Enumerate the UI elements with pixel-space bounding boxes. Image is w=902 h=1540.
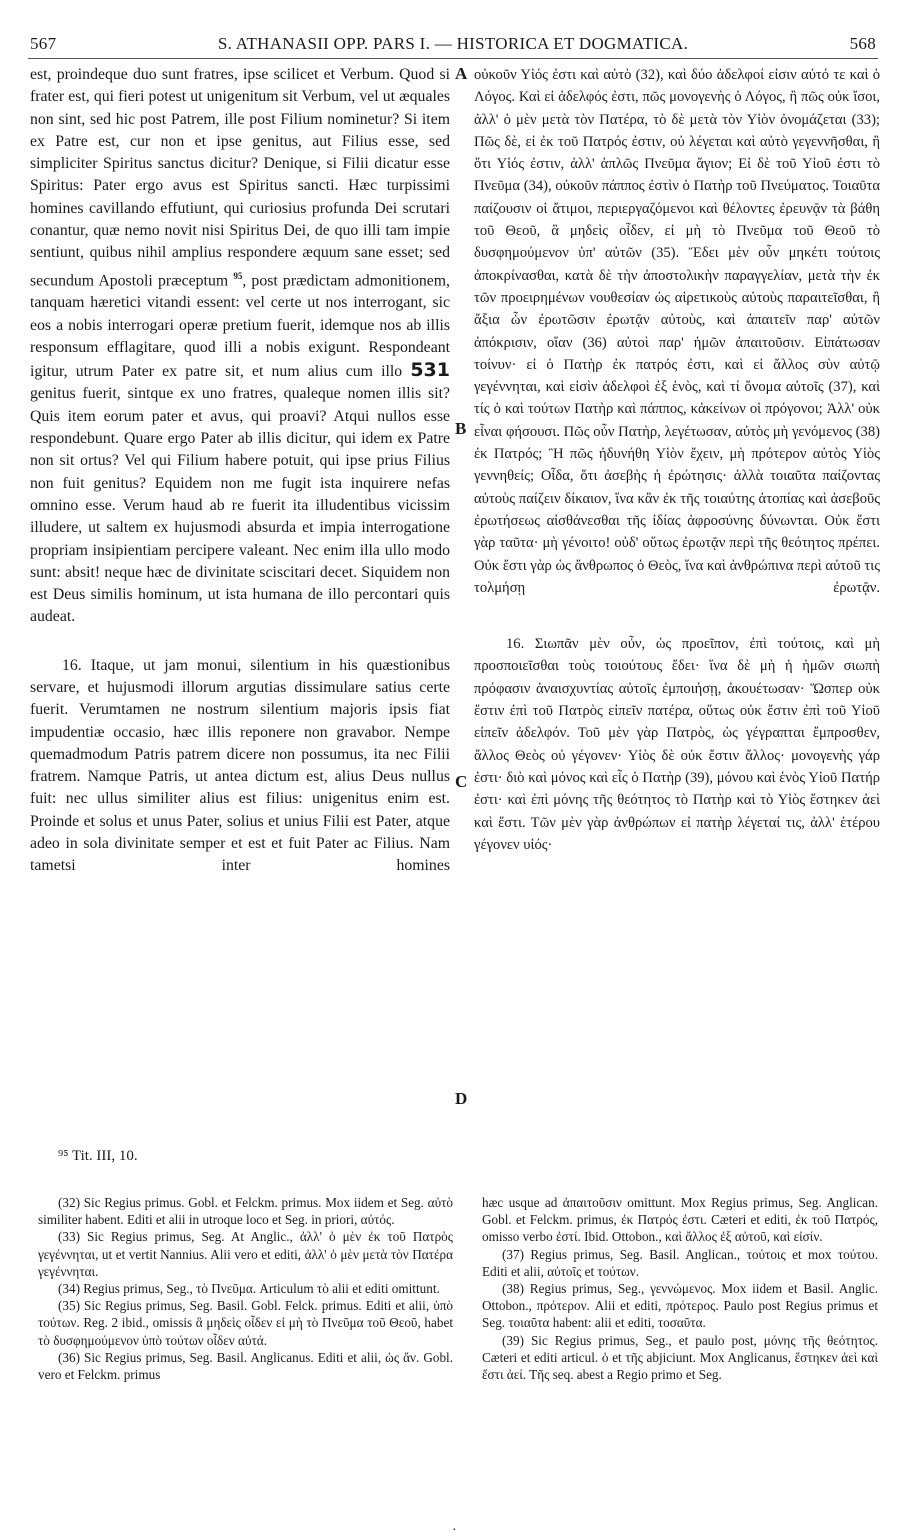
- note-38: (38) Regius primus, Seg., γεννώμενος. Mox iidem et Basil. Anglic. Ottobon., πρότερον. Alii et editi, πρότερος. Paulo post Regius primus et Seg. τοιαῦτα habent: alii et editi, τοσαῦτα.: [482, 1281, 878, 1331]
- latin-paragraph-16: 16. Itaque, ut jam monui, silentium in his quæstionibus servare, et hujusmodi illorum argutias dissimulare satius certe fuerit. Verumtamen ne nostrum silentium majoris ipsis fiat impudentiæ occasio, hæc illis reponere non gravabor. Nempe quemadmodum Patris patrem dicere non possumus, ita nec Filii fratrem. Namque Patris, ut antea dictum est, alius Deus nullus fuit: nec ullus similiter alius est filius: unigenitus enim est. Proinde et solus et unus Pater, solius et unius Filii est Pater, atque adeo in sola divinitate semper et est et fuit Pater ac Filius. Nam tametsi inter homines: [30, 656, 450, 875]
- critical-notes-right: [482, 1194, 878, 1383]
- margin-letter-c: C: [455, 772, 468, 791]
- latin-text: est, proindeque duo sunt fratres, ipse scilicet et Verbum. Quod si frater est, qui fieri potest ut unigenitum sit Verbum, vel ut æquales non sint, sed hic post Patrem, ille post Filium nominetur? Si item ex Patre est, cur non et ipse genitus, aut Filius esse, sed simpliciter Spiritus sanctus dicitur? Denique, si Filii dicatur esse Spiritus: Pater ergo avus est Spiritus sancti. Hæc turpissimi homines cavillando effutiunt, qui curiosius profunda Dei scrutari conantur, quæ nemo novit nisi Spiritus Dei, de quo illi tam impie sentiunt, quibus nihil amplius respondere æquum sane esset; sed secundum Apostoli præceptum: [30, 66, 450, 289]
- critical-notes-left: [38, 1194, 453, 1383]
- note-36: (36) Sic Regius primus, Seg. Basil. Anglicanus. Editi et alii, ὡς ἄν. Gobl. vero et Felckm. primus: [38, 1349, 453, 1383]
- running-title: S. ATHANASII OPP. PARS I. — HISTORICA ET DOGMATICA.: [217, 34, 689, 53]
- migne-page-number: 531: [410, 359, 450, 382]
- latin-column: [30, 64, 450, 878]
- footnote-ref: 95: [233, 270, 243, 281]
- margin-letter-d: D: [455, 1089, 468, 1108]
- page-number-right: 568: [849, 34, 876, 53]
- footnote-scripture: ⁹⁵ Tit. III, 10.: [58, 1148, 138, 1164]
- greek-column: [474, 64, 880, 856]
- running-header: [30, 34, 876, 56]
- page-end-mark: ·: [452, 1523, 457, 1538]
- margin-letter-b: B: [455, 419, 467, 438]
- margin-letter-a: A: [455, 64, 468, 83]
- page-number-left: 567: [30, 34, 57, 53]
- note-33: (33) Sic Regius primus, Seg. At Anglic., ἀλλ' ὁ μὲν ἐκ τοῦ Πατρὸς γεγέννηται, ut et vertit Nannius. Alii vero et editi, ἀλλ' ὁ μὲν μετὰ τὸν Πατέρα γεγέννηται.: [38, 1229, 453, 1279]
- latin-text: , post prædictam admonitionem, tanquam hæretici vitandi essent: vel certe ut nos interrogant, sic eos a nobis interrogari operæ pretium fuerit, idemque nos ab illis responsum efflagitare, quod illi a nobis exigunt. Respondeant igitur, utrum Pater ex patre sit, et num alius cum illo: [30, 271, 450, 381]
- header-rule: [28, 58, 878, 59]
- greek-paragraph-16: 16. Σιωπᾶν μὲν οὖν, ὡς προεῖπον, ἐπὶ τούτοις, καὶ μὴ προσποιεῖσθαι τοὺς τοιούτους ἔδει· ἵνα δὲ μὴ ἡ ἡμῶν σιωπὴ πρόφασιν ἀναισχυντίας αὐτοῖς ἐμποιήσῃ, ἀκουέτωσαν· Ὥσπερ οὐκ ἔστιν ἐπὶ τοῦ Πατρὸς εἰπεῖν πατέρα, οὕτως οὐκ ἔστιν ἐπὶ τοῦ Υἱοῦ εἰπεῖν ἀδελφόν. Τοῦ μὲν γὰρ Πατρὸς, ὡς γέγραπται ἔμπροσθεν, ἄλλος Θεὸς οὐ γέγονεν· Υἱὸς δὲ οὐκ ἔστιν ἄλλος· μονογενὴς γάρ ἐστι· διὸ καὶ μόνος καὶ εἷς ὁ Πατὴρ (39), μόνου καὶ ἑνὸς Υἱοῦ Πατήρ ἐστι· καὶ ἐπὶ μόνης τῆς θεότητος τὸ Πατὴρ καὶ τὸ Υἱὸς ἕστηκεν ἀεὶ καὶ ἔστι. Τῶν μὲν γὰρ ἀνθρώπων εἰ πατὴρ λέγεταί τις, ἀλλ' ἑτέρου γέγονεν υἱός·: [474, 636, 880, 853]
- note-37: (37) Regius primus, Seg. Basil. Anglican., τούτοις et mox τούτου. Editi et alii, αὐτοῖς et τούτων.: [482, 1246, 878, 1279]
- note-39: (39) Sic Regius primus, Seg., et paulo post, μόνης τῆς θεότητος. Cæteri et editi articul. ὁ et τῆς abjiciunt. Mox Anglicanus, ἕστηκεν ἀεὶ καὶ ἔστι ἀεί. Τῆς seq. abest a Regio primo et Seg.: [482, 1332, 878, 1383]
- latin-text: genitus fuerit, sintque ex uno fratres, qualeque nomen illis sit? Quis item eorum pater et avus, qui proavi? Atqui nullos esse respondebunt. Quare ergo Pater ab illis dicitur, qui idem ex Patre non sit ortus? Vel qui Filium habere potuit, qui ipse prius Filius non fuit genitus? Equidem non me fugit ista inquirere nefas omnino esse. Verum haud ab re fuerit ita illudentibus vicissim illudere, ut saltem ex hujusmodi absurda et impia interrogatione propriam insipientiam percipere valeant. Nec enim illa ullo modo sunt: absit! neque hæc de divinitate sciscitari decet. Siquidem non est Deus similis hominum, ut ista humana de illo percontari quis audeat.: [30, 385, 450, 626]
- note-34: (34) Regius primus, Seg., τὸ Πνεῦμα. Articulum τὸ alii et editi omittunt.: [58, 1281, 440, 1297]
- note-32: (32) Sic Regius primus. Gobl. et Felckm. primus. Mox iidem et Seg. αὐτὸ similiter habent. Editi et alii in utroque loco et Seg. in priori, αὐτός.: [38, 1195, 453, 1228]
- latin-paragraph-1: [30, 64, 450, 629]
- note-35: (35) Sic Regius primus, Seg. Basil. Gobl. Felck. primus. Editi et alii, ὑπὸ τούτων. Reg. 2 ibid., omissis ἃ μηδεὶς οἶδεν εἰ μὴ τὸ Πνεῦμα τοῦ Θεοῦ, habet τὸ δυσφημούμενον ὑπὸ τούτων οἶδεν αὐτά.: [38, 1298, 453, 1348]
- greek-paragraph-1: οὐκοῦν Υἱός ἐστι καὶ αὐτὸ (32), καὶ δύο ἀδελφοί εἰσιν αὐτό τε καὶ ὁ Λόγος. Καὶ εἰ ἀδελφός ἐστι, πῶς μονογενὴς ὁ Λόγος, ἢ πῶς οὐκ ἴσοι, ἀλλ' ὁ μὲν μετὰ τὸν Πατέρα, τὸ δὲ μετὰ τὸν Υἱὸν ὀνομάζεται (33); Πῶς δὲ, εἰ ἐκ τοῦ Πατρός ἐστιν, οὐ λέγεται καὶ αὐτὸ γεγεννῆσθαι, ἢ ὅτι Υἱός ἐστιν, ἀλλ' ἁπλῶς Πνεῦμα ἅγιον; Εἰ δὲ τοῦ Υἱοῦ ἐστι τὸ Πνεῦμα (34), οὐκοῦν πάππος ἐστὶν ὁ Πατὴρ τοῦ Πνεύματος. Τοιαῦτα παίζουσιν οἱ ἄτιμοι, περιεργαζόμενοι καὶ θέλοντες ἐρευνᾷν τὰ βάθη τοῦ Θεοῦ, ἃ μηδεὶς οἶδεν, εἰ μὴ τὸ Πνεῦμα τοῦ Θεοῦ τὸ δυσφημούμενον ὑπ' αὐτῶν (35). Ἔδει μὲν οὖν μηκέτι τούτοις ἀποκρίνασθαι, κατὰ δὲ τὴν ἀποστολικὴν παραγγελίαν, μετὰ τὴν ἐκ τῶν προειρημένων νουθεσίαν ὡς αἱρετικοὺς αὐτοὺς παραιτεῖσθαι, ἢ ἄξια ὧν ἐρωτῶσιν ἐρωτᾷν αὐτοὺς, καὶ ἀπαιτεῖν παρ' αὐτῶν ἀπόκρισιν, οἵαν (36) αὐτοὶ παρ' ἡμῶν ἀπαιτοῦσιν. Εἰπάτωσαν τοίνυν· εἰ ὁ Πατὴρ ἐκ πατρός ἐστι, καὶ εἰ ἄλλος σὺν αὐτῷ γεγέννηται, καὶ εἰσὶν ἀδελφοὶ ἐξ ἑνὸς, καὶ τί ὄνομα αὐτοῖς (37), καὶ τίς ὁ καὶ τούτων Πατὴρ καὶ πάππος, κἀκείνων οἱ πρόγονοι; Ἀλλ' οὐκ εἶναι φήσουσι. Πῶς οὖν Πατὴρ, λεγέτωσαν, αὐτὸς μὴ γενόμενος (38) ἐκ Πατρός; Ἢ πῶς ἠδυνήθη Υἱὸν ἔχειν, μὴ πρότερον αὐτὸς Υἱὸς γεννηθείς; Οἶδα, ὅτι ἀσεβὴς ἡ ἐρώτησις· ἀλλὰ τοιαῦτα παίζοντας αὐτοὺς παίζειν δίκαιον, ἵνα κἂν ἐκ τῆς τοιαύτης ἀτοπίας καὶ ἀσεβοῦς ἐρωτήσεως αἰσθάνεσθαι τῆς ἰδίας ἀφροσύνης δύνωνται. Οὐκ ἔστι γὰρ ταῦτα· μὴ γένοιτο! οὐδ' οὕτως ἐρωτᾷν περὶ τῆς θεότητος πρέπει. Οὐκ ἔστι γὰρ ὡς ἄνθρωπος ὁ Θεὸς, ἵνα καὶ ἀνθρώπινα περὶ αὐτοῦ τις τολμήσῃ ἐρωτᾷν.: [474, 67, 880, 596]
- note-36-continued: hæc usque ad ἀπαιτοῦσιν omittunt. Mox Regius primus, Seg. Anglican. Gobl. et Felckm. primus, ἐκ Πατρός ἐστι. Cæteri et editi, ἐκ τοῦ Πατρός, omisso verbo ἐστί. Ibid. Ottobon., καὶ ἄλλος ἐξ αὐτοῦ, καὶ εἰσίν.: [482, 1195, 878, 1245]
